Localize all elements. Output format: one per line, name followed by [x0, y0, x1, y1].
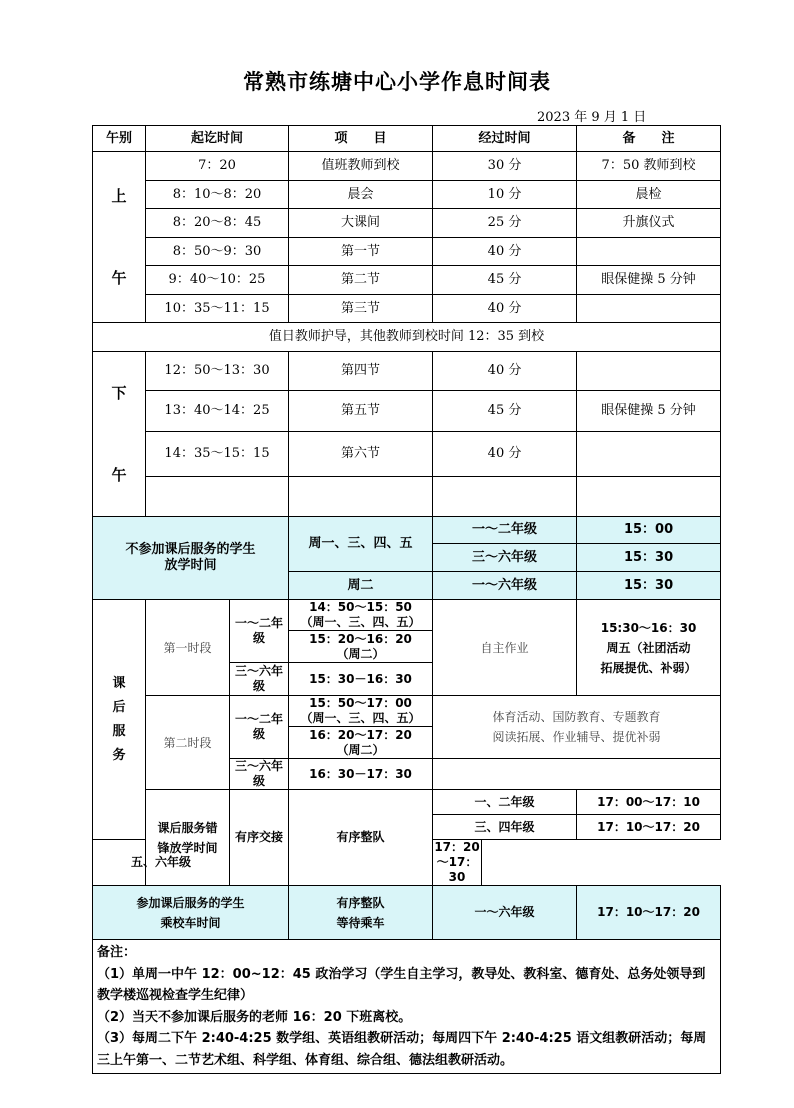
morning-label-bottom: 午: [111, 269, 127, 287]
note-cell: [577, 295, 721, 323]
activity-line: 阅读拓展、作业辅导、提优补弱: [492, 730, 661, 744]
table-row: [93, 266, 721, 295]
time-line: 14：50～15：50: [309, 600, 412, 614]
bus-queue-line: 等待乘车: [336, 915, 385, 930]
time-cell: 15：30: [577, 544, 721, 572]
grade-cell: 一、二年级: [433, 790, 577, 815]
note-cell: [577, 352, 721, 391]
dismissal-label: [93, 517, 289, 600]
period1-time-b: 15：30－16：30: [289, 663, 433, 696]
dismissal-label-line: 放学时间: [164, 558, 217, 573]
table-row: [93, 238, 721, 266]
note-cell: 升旗仪式: [577, 209, 721, 238]
item-cell: 第四节: [289, 352, 433, 391]
period2-grade-a: 一～二年级: [230, 696, 289, 759]
item-cell: 第五节: [289, 390, 433, 432]
table-row: [93, 209, 721, 238]
note-cell: [577, 238, 721, 266]
grade-cell: 三～六年级: [433, 544, 577, 572]
period1-time-a1: [289, 600, 433, 631]
time-cell: 17：20～17：30: [434, 840, 480, 884]
afternoon-label-top: 下: [111, 384, 127, 402]
duration-cell: 45 分: [433, 390, 577, 432]
note-cell: 眼保健操 5 分钟: [577, 266, 721, 295]
item-cell: 晨会: [289, 181, 433, 209]
noon-row: [93, 323, 721, 352]
dismissal-label-line: 不参加课后服务的学生: [125, 542, 256, 557]
header-item: 项 目: [289, 126, 433, 152]
duration-cell: 40 分: [433, 352, 577, 391]
staggered-row: [93, 790, 721, 815]
grade-cell: 三、四年级: [433, 815, 577, 840]
duration-cell: 40 分: [433, 295, 577, 323]
item-cell: 值班教师到校: [289, 152, 433, 181]
after-school-row: [93, 696, 721, 727]
time-cell: 7：20: [146, 152, 289, 181]
period2-grade-b: 三～六年级: [230, 759, 289, 790]
duration-cell: 45 分: [433, 266, 577, 295]
table-row: [93, 181, 721, 209]
time-cell: 14：35～15：15: [146, 432, 289, 476]
item-cell: [289, 476, 433, 516]
duration-cell: 25 分: [433, 209, 577, 238]
table-row: [93, 295, 721, 323]
dismissal-days: 周一、三、四、五: [289, 517, 433, 572]
after-school-label-char: 课: [112, 675, 126, 691]
page-title: 常熟市练塘中心小学作息时间表: [243, 70, 551, 94]
activity-line: 体育活动、国防教育、专题教育: [492, 710, 661, 724]
period2-time-a1: [289, 696, 433, 727]
bus-grade: 一～六年级: [433, 886, 577, 940]
time-line: （周一、三、四、五）: [300, 615, 421, 629]
period1-time-a2: [289, 631, 433, 663]
dismissal-days: 周二: [289, 572, 433, 600]
note-cell: 眼保健操 5 分钟: [577, 390, 721, 432]
time-cell: 8：50～9：30: [146, 238, 289, 266]
grade-cell: 一～二年级: [433, 517, 577, 544]
period1-grade-b: 三～六年级: [230, 663, 289, 696]
time-cell: 15：30: [577, 572, 721, 600]
morning-label: [93, 152, 146, 323]
period1-activity: 自主作业: [433, 600, 577, 696]
header-period: 午别: [93, 126, 146, 152]
note-item: （3）每周二下午 2:40-4:25 数学组、英语组教研活动；每周四下午 2:40-4:25 语文组教研活动；每周三上午第一、二节艺术组、科学组、体育组、综合组、德法组教研活动。: [97, 1031, 707, 1068]
note-line: 15:30～16：30: [600, 620, 697, 635]
table-row: [93, 432, 721, 476]
notes-row: [93, 940, 721, 1074]
table-row: [93, 152, 721, 181]
note-cell: [577, 432, 721, 476]
table-row: [93, 390, 721, 432]
bus-queue-line: 有序整队: [336, 895, 385, 910]
duration-cell: 10 分: [433, 181, 577, 209]
time-line: 15：50～17：00: [309, 696, 412, 710]
period2-time-b: 16：30－17：30: [289, 759, 433, 790]
staggered-queue: 有序整队: [289, 790, 433, 886]
note-cell: 晨检: [577, 181, 721, 209]
staggered-label-line: 锋放学时间: [157, 840, 218, 855]
bus-time: 17：10～17：20: [577, 886, 721, 940]
note-line: 拓展提优、补弱）: [600, 660, 697, 675]
noon-note: 值日教师护导，其他教师到校时间 12：35 到校: [93, 323, 721, 352]
item-cell: 大课间: [289, 209, 433, 238]
period2-label: 第二时段: [146, 696, 230, 790]
time-cell: 8：10～8：20: [146, 181, 289, 209]
morning-label-top: 上: [111, 187, 127, 205]
bus-label: [93, 886, 289, 940]
duration-cell: 40 分: [433, 238, 577, 266]
time-cell: 8：20～8：45: [146, 209, 289, 238]
bus-label-line: 乘校车时间: [160, 915, 221, 930]
notes-heading: 备注：: [97, 945, 137, 960]
grade-cell: 五、六年级: [93, 840, 230, 886]
duration-cell: 30 分: [433, 152, 577, 181]
time-cell: 10：35～11：15: [146, 295, 289, 323]
notes-cell: [93, 940, 721, 1074]
note-cell: 7：50 教师到校: [577, 152, 721, 181]
item-cell: 第一节: [289, 238, 433, 266]
staggered-handover: 有序交接: [230, 790, 289, 886]
bus-label-line: 参加课后服务的学生: [136, 895, 245, 910]
time-cell: 17：10～17：20: [577, 815, 721, 840]
grade-cell: 一～六年级: [433, 572, 577, 600]
staggered-label-line: 课后服务错: [157, 820, 218, 835]
header-note: 备 注: [577, 126, 721, 152]
table-row: [93, 352, 721, 391]
bus-row: [93, 886, 721, 940]
after-school-label-char: 务: [112, 747, 126, 763]
period2-empty: [433, 759, 721, 790]
table-header-row: [93, 126, 721, 152]
item-cell: 第二节: [289, 266, 433, 295]
duration-cell: 40 分: [433, 432, 577, 476]
header-duration: 经过时间: [433, 126, 577, 152]
table-row: [93, 476, 721, 516]
time-line: 16：20～17：20: [309, 727, 412, 742]
time-line: （周二）: [336, 742, 385, 757]
afternoon-label: [93, 352, 146, 517]
schedule-table: [92, 125, 721, 1074]
after-school-label-char: 后: [112, 699, 126, 715]
period1-label: 第一时段: [146, 600, 230, 696]
time-cell: 12：50～13：30: [146, 352, 289, 391]
time-line: 15：20～16：20: [309, 631, 412, 646]
note-cell: [577, 476, 721, 516]
time-cell: 13：40～14：25: [146, 390, 289, 432]
item-cell: 第三节: [289, 295, 433, 323]
after-school-label: [93, 600, 146, 840]
time-cell: [146, 476, 289, 516]
afternoon-label-bottom: 午: [111, 466, 127, 484]
item-cell: 第六节: [289, 432, 433, 476]
time-cell: 9：40～10：25: [146, 266, 289, 295]
bus-queue: [289, 886, 433, 940]
time-cell: 15：00: [577, 517, 721, 544]
duration-cell: [433, 476, 577, 516]
period1-note: [577, 600, 721, 696]
document-date: 2023 年 9 月 1 日: [537, 110, 647, 125]
note-line: 周五（社团活动: [606, 640, 691, 655]
note-item: （2）当天不参加课后服务的老师 16：20 下班离校。: [97, 1009, 412, 1025]
time-cell: 17：00～17：10: [577, 790, 721, 815]
time-line: （周一、三、四、五）: [300, 711, 421, 725]
time-line: （周二）: [336, 646, 385, 661]
after-school-row: [93, 600, 721, 631]
header-time: 起讫时间: [146, 126, 289, 152]
after-school-label-char: 服: [112, 723, 126, 739]
period2-time-a2: [289, 727, 433, 759]
period2-activity: [433, 696, 721, 759]
dismissal-row: [93, 517, 721, 544]
note-item: （1）单周一中午 12：00~12：45 政治学习（学生自主学习，教导处、教科室、德育处、总务处领导到教学楼巡视检查学生纪律）: [97, 966, 706, 1003]
period1-grade-a: 一～二年级: [230, 600, 289, 663]
